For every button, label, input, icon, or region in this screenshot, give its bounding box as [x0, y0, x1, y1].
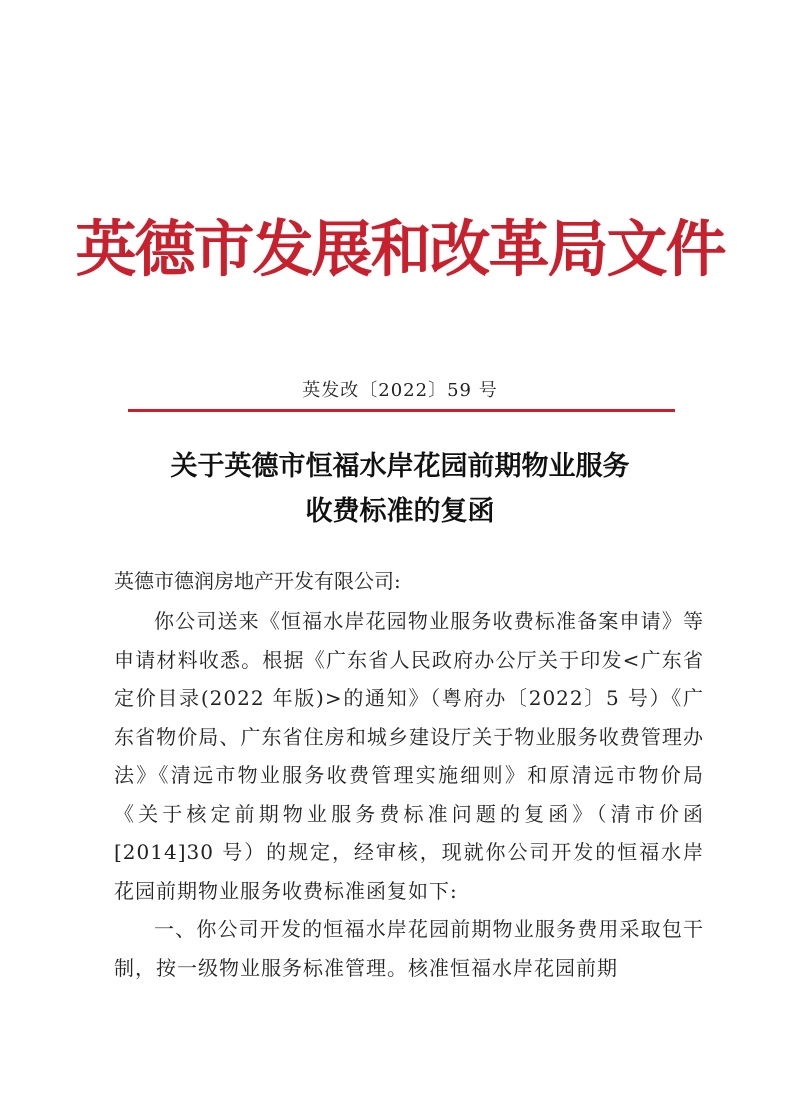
masthead-title: 英德市发展和改革局文件: [75, 214, 725, 285]
addressee: 英德市德润房地产开发有限公司:: [114, 569, 401, 593]
document-title-line-1: 关于英德市恒福水岸花园前期物业服务: [170, 451, 630, 482]
body-paragraph-1: 你公司送来《恒福水岸花园物业服务收费标准备案申请》等申请材料收悉。根据《广东省人民政府办公厅关于印发<广东省定价目录(2022 年版)>的通知》（粤府办〔2022〕5 号）《广东省物价局、广东省住房和城乡建设厅关于物业服务收费管理办法》《清远市物业服务收费管理实施细则》和原清远市物价局《关于核定前期物业服务费标准问题的复函》（清市价函[2014]30 号）的规定，经审核，现就你公司开发的恒福水岸花园前期物业服务收费标准函复如下:: [114, 609, 704, 903]
document-number: 英发改〔2022〕59 号: [302, 380, 498, 401]
red-divider-line: [128, 409, 675, 412]
body-paragraph-2: 一、你公司开发的恒福水岸花园前期物业服务费用采取包干制，按一级物业服务标准管理。核准恒福水岸花园前期: [114, 917, 704, 980]
document-title-line-2: 收费标准的复函: [305, 496, 495, 527]
document-body: [114, 602, 704, 987]
